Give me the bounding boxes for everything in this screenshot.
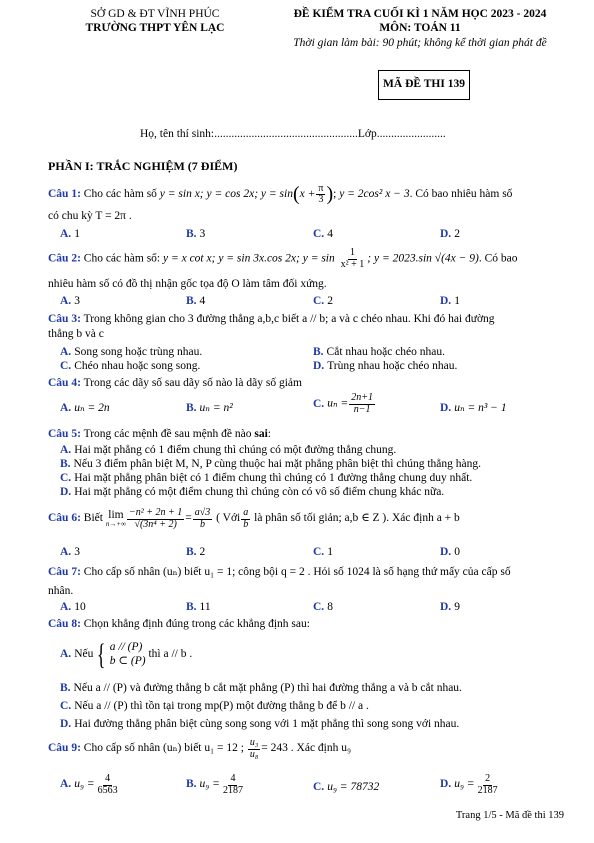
- q9-option-a[interactable]: [60, 774, 121, 796]
- option-label: C.: [60, 700, 72, 712]
- department-name: SỞ GD & ĐT VĨNH PHÚC: [90, 8, 220, 20]
- q1-option-c[interactable]: [313, 228, 333, 241]
- condition-line: a // (P): [109, 641, 143, 654]
- q2-option-c[interactable]: [313, 295, 333, 308]
- q6-option-a[interactable]: [60, 546, 80, 559]
- q9-option-d[interactable]: [440, 774, 501, 796]
- q1-option-b[interactable]: [186, 228, 205, 241]
- math-expr: y = sin: [260, 188, 293, 201]
- q9-option-b[interactable]: [186, 774, 246, 796]
- frac-den: n−1: [353, 403, 371, 415]
- question-text: = 243 . Xác định u₉: [261, 742, 352, 755]
- option-text: Song song hoặc trùng nhau.: [74, 346, 203, 358]
- exam-code-box: MÃ ĐỀ THI 139: [378, 70, 470, 100]
- fraction: [248, 738, 260, 760]
- question-3: [48, 313, 558, 326]
- option-label: D.: [440, 601, 452, 613]
- q5-option-c[interactable]: [60, 472, 472, 485]
- math-expr: y = x cot x;: [162, 252, 216, 265]
- q9-option-c[interactable]: [313, 781, 379, 794]
- option-text: 0: [454, 546, 460, 558]
- option-label: C.: [60, 472, 72, 484]
- fraction: [339, 248, 367, 270]
- q6-option-b[interactable]: [186, 546, 205, 559]
- q8-option-a[interactable]: [60, 640, 192, 670]
- option-label: A.: [60, 778, 72, 791]
- option-label: B.: [60, 458, 71, 470]
- option-text: 3: [74, 546, 80, 558]
- frac-num: 4: [230, 773, 236, 784]
- question-6: [48, 508, 558, 530]
- question-label: Câu 8:: [48, 618, 81, 630]
- q3-option-c[interactable]: [60, 360, 200, 373]
- option-label: A.: [60, 444, 72, 456]
- q1-option-a[interactable]: [60, 228, 80, 241]
- frac-den: 2187: [477, 784, 498, 796]
- math-expr: y = cos 2x;: [206, 188, 259, 201]
- option-label: A.: [60, 228, 72, 240]
- option-text: Nếu: [74, 648, 94, 661]
- option-text: 2: [199, 546, 206, 558]
- option-label: D.: [440, 402, 452, 414]
- frac-num: 2: [485, 773, 491, 784]
- page-footer: Trang 1/5 - Mã đề thi 139: [455, 810, 564, 821]
- q2-option-a[interactable]: [60, 295, 80, 308]
- option-label: D.: [440, 295, 452, 307]
- equals-sign: =: [185, 512, 192, 525]
- option-label: D.: [60, 718, 72, 730]
- question-text: Trong không gian cho 3 đường thẳng a,b,c biết a // b; a và c chéo nhau. Khi đó hai đường: [83, 313, 495, 325]
- frac-den: x² + 1: [340, 258, 365, 270]
- q4-option-a[interactable]: [60, 402, 110, 415]
- option-text: 10: [74, 601, 86, 613]
- question-1-line2: có chu kỳ T = 2π .: [48, 210, 132, 222]
- frac-num: a√3: [194, 507, 211, 518]
- option-text: 1: [74, 228, 80, 240]
- option-label: B.: [186, 402, 197, 414]
- option-text: 9: [454, 601, 460, 613]
- subject-title: MÔN: TOÁN 11: [379, 22, 461, 34]
- option-text: Nếu a // (P) thì tồn tại trong mp(P) một đường thẳng b để b // a .: [74, 700, 369, 712]
- option-text: uₙ =: [327, 397, 349, 410]
- math-expr: x +: [299, 188, 316, 201]
- frac-den: √(3n⁴ + 2): [134, 518, 177, 530]
- question-text: Cho các hàm số:: [83, 252, 161, 265]
- option-text: uₙ = 2n: [74, 402, 110, 414]
- option-label: A.: [60, 295, 72, 307]
- fraction: [221, 774, 245, 796]
- math-expr: y = sin 3x.cos 2x;: [218, 252, 300, 265]
- question-1: Câu 1: Cho các hàm số y = sin x; y = cos 2x; y = sin(x + $\frac{\pi}{3}$ ); y = 2cos² x − 3. Có bao nhiêu hàm số: [48, 182, 513, 205]
- frac-num: u₃: [249, 737, 259, 748]
- option-label: B.: [186, 295, 197, 307]
- frac-den: 6563: [97, 784, 118, 796]
- option-label: A.: [60, 546, 72, 558]
- q7-option-d[interactable]: [440, 601, 460, 614]
- option-text: 4: [327, 228, 333, 240]
- question-label: Câu 9:: [48, 742, 81, 755]
- q4-option-d[interactable]: [440, 402, 507, 415]
- fraction: [241, 508, 250, 530]
- option-label: D.: [313, 360, 325, 372]
- q8-option-c[interactable]: [60, 700, 369, 713]
- option-text: 1: [454, 295, 460, 307]
- option-label: A.: [60, 648, 72, 661]
- option-text: uₙ = n³ − 1: [454, 402, 507, 414]
- q4-option-c[interactable]: [313, 393, 376, 415]
- option-text: thì a // b .: [148, 648, 193, 661]
- option-label: A.: [60, 346, 72, 358]
- q7-option-b[interactable]: [186, 601, 211, 614]
- option-text: 8: [327, 601, 333, 613]
- q7-option-c[interactable]: [313, 601, 333, 614]
- question-label: Câu 3:: [48, 313, 81, 325]
- q3-option-b[interactable]: [313, 346, 445, 359]
- q2-option-b[interactable]: [186, 295, 205, 308]
- option-label: C.: [313, 546, 325, 558]
- exam-duration: Thời gian làm bài: 90 phút; không kể thời gian phát đề: [293, 37, 547, 49]
- option-text: Hai đường thẳng phân biệt cùng song song với 1 mặt phẳng thì song song với nhau.: [74, 718, 460, 730]
- limit-operator: [106, 510, 126, 529]
- school-name: TRƯỜNG THPT YÊN LẠC: [85, 22, 225, 34]
- option-label: D.: [60, 486, 72, 498]
- frac-den: b: [243, 518, 249, 530]
- paren-open: (: [292, 183, 300, 205]
- option-text: Hai mặt phẳng phân biệt có 1 điểm chung thì chúng có 1 đường thẳng chung duy nhất.: [74, 472, 473, 484]
- question-8: [48, 618, 558, 631]
- question-text: :: [267, 428, 271, 440]
- frac-den: 3: [318, 194, 324, 205]
- option-label: C.: [313, 781, 325, 793]
- option-label: A.: [60, 402, 72, 414]
- question-label: Câu 6:: [48, 512, 81, 525]
- condition-system: [110, 641, 146, 669]
- q2-option-d[interactable]: [440, 295, 460, 308]
- option-label: D.: [440, 778, 452, 791]
- q5-option-d[interactable]: [60, 486, 444, 499]
- option-label: B.: [186, 778, 197, 791]
- option-text: 3: [74, 295, 80, 307]
- question-label: Câu 4:: [48, 377, 81, 389]
- option-text: 11: [199, 601, 211, 613]
- q7-option-a[interactable]: [60, 601, 86, 614]
- frac-num: 1: [349, 247, 355, 258]
- question-label: Câu 2:: [48, 252, 81, 265]
- option-text: u₉ =: [74, 778, 95, 791]
- q8-option-b[interactable]: [60, 682, 462, 695]
- question-2: [48, 248, 558, 270]
- question-text: Chọn khẳng định đúng trong các khẳng định sau:: [83, 618, 310, 630]
- lim-subscript: n→+∞: [105, 520, 127, 529]
- question-7: [48, 566, 558, 579]
- q3-option-d[interactable]: [313, 360, 457, 373]
- option-label: C.: [313, 228, 325, 240]
- fraction: [349, 393, 375, 415]
- math-expr: y = 2cos² x − 3: [339, 188, 410, 201]
- option-text: 2: [327, 295, 333, 307]
- question-text: ( Với: [216, 512, 241, 525]
- question-label: Câu 7:: [48, 566, 81, 578]
- question-2-line2: nhiêu hàm số có đồ thị nhận gốc tọa độ O làm tâm đối xứng.: [48, 278, 327, 290]
- question-label: Câu 5:: [48, 428, 81, 440]
- q5-option-b[interactable]: [60, 458, 481, 471]
- option-text: u₉ = 78732: [327, 781, 380, 793]
- option-label: B.: [60, 682, 71, 694]
- frac-num: π: [318, 182, 324, 194]
- option-label: D.: [440, 546, 452, 558]
- question-7-line2: nhân.: [48, 585, 74, 597]
- exam-title: ĐỀ KIỂM TRA CUỐI KÌ 1 NĂM HỌC 2023 - 2024: [293, 8, 547, 20]
- option-label: B.: [186, 601, 197, 613]
- q8-option-d[interactable]: [60, 718, 459, 731]
- option-text: Nếu 3 điểm phân biệt M, N, P cùng thuộc hai mặt phẳng phân biệt thì chúng thẳng hàng.: [73, 458, 481, 470]
- option-text: 3: [199, 228, 206, 240]
- option-text: 2: [454, 228, 460, 240]
- option-label: D.: [440, 228, 452, 240]
- frac-num: −n² + 2n + 1: [129, 507, 183, 518]
- q4-option-b[interactable]: [186, 402, 233, 415]
- option-text: u₉ =: [454, 778, 475, 791]
- question-4: [48, 377, 558, 390]
- student-info-line: Họ, tên thí sinh:..................................................Lớp........................: [140, 128, 446, 140]
- question-3-line2: thẳng b và c: [48, 328, 104, 340]
- math-expr: ; y = 2023.sin √(4x − 9): [367, 252, 479, 265]
- fraction: [193, 508, 213, 530]
- frac-num: a: [243, 507, 249, 518]
- math-expr: y = sin: [302, 252, 335, 265]
- option-label: B.: [313, 346, 324, 358]
- question-text: Cho cấp số nhân (uₙ) biết u₁ = 12 ;: [83, 742, 244, 755]
- question-5: [48, 428, 558, 441]
- math-expr: y = sin x;: [159, 188, 204, 201]
- question-9: [48, 738, 558, 760]
- option-text: Chéo nhau hoặc song song.: [74, 360, 201, 372]
- option-text: uₙ = n²: [199, 402, 233, 414]
- option-text: u₉ =: [199, 778, 220, 791]
- condition-line: b ⊂ (P): [109, 655, 146, 667]
- question-text: Trong các dãy số sau dãy số nào là dãy số giảm: [83, 377, 302, 389]
- option-text: 1: [327, 546, 333, 558]
- frac-num: 4: [105, 773, 111, 784]
- option-label: A.: [60, 601, 72, 613]
- fraction: [96, 774, 120, 796]
- option-text: Trùng nhau hoặc chéo nhau.: [327, 360, 458, 372]
- option-text: Nếu a // (P) và đường thẳng b cắt mặt phẳng (P) thì hai đường thẳng a và b cắt nhau.: [73, 682, 462, 694]
- frac-den: 2187: [222, 784, 243, 796]
- q3-option-a[interactable]: [60, 346, 202, 359]
- fraction: [316, 184, 325, 206]
- option-text: 4: [199, 295, 206, 307]
- q5-option-a[interactable]: [60, 444, 396, 457]
- lim-text: lim: [108, 508, 124, 521]
- frac-num: 2n+1: [351, 392, 373, 403]
- option-label: C.: [313, 397, 325, 410]
- option-label: C.: [313, 601, 325, 613]
- option-text: Hai mặt phẳng có một điểm chung thì chúng còn có vô số điểm chung khác nữa.: [74, 486, 445, 498]
- q6-option-d[interactable]: [440, 546, 460, 559]
- question-text: Cho cấp số nhân (uₙ) biết u₁ = 1; công bội q = 2 . Hỏi số 1024 là số hạng thứ mấy của cấp số: [83, 566, 511, 578]
- question-text: là phân số tối giản; a,b ∈ Z ). Xác định a + b: [254, 512, 460, 525]
- option-text: Hai mặt phẳng có 1 điểm chung thì chúng có một đường thẳng chung.: [74, 444, 397, 456]
- question-text: Trong các mệnh đề sau mệnh đề nào: [83, 428, 252, 440]
- question-emphasis: sai: [254, 428, 268, 440]
- question-text: . Có bao: [478, 252, 518, 265]
- question-text: Biết: [83, 512, 103, 525]
- option-text: Cắt nhau hoặc chéo nhau.: [326, 346, 446, 358]
- frac-den: u₈: [249, 748, 259, 760]
- paren-close: ): [326, 183, 334, 205]
- question-text: . Có bao nhiêu hàm số: [409, 188, 513, 201]
- option-label: B.: [186, 546, 197, 558]
- fraction: [476, 774, 500, 796]
- option-label: C.: [60, 360, 72, 372]
- frac-den: b: [200, 518, 206, 530]
- fraction: [127, 508, 184, 530]
- option-label: B.: [186, 228, 197, 240]
- question-label: Câu 1:: [48, 188, 81, 201]
- q6-option-c[interactable]: [313, 546, 333, 559]
- option-label: C.: [313, 295, 325, 307]
- section-title: PHẦN I: TRẮC NGHIỆM (7 ĐIỂM): [48, 159, 238, 173]
- brace-icon: {: [97, 638, 106, 671]
- q1-option-d[interactable]: [440, 228, 460, 241]
- question-text: Cho các hàm số: [83, 188, 157, 201]
